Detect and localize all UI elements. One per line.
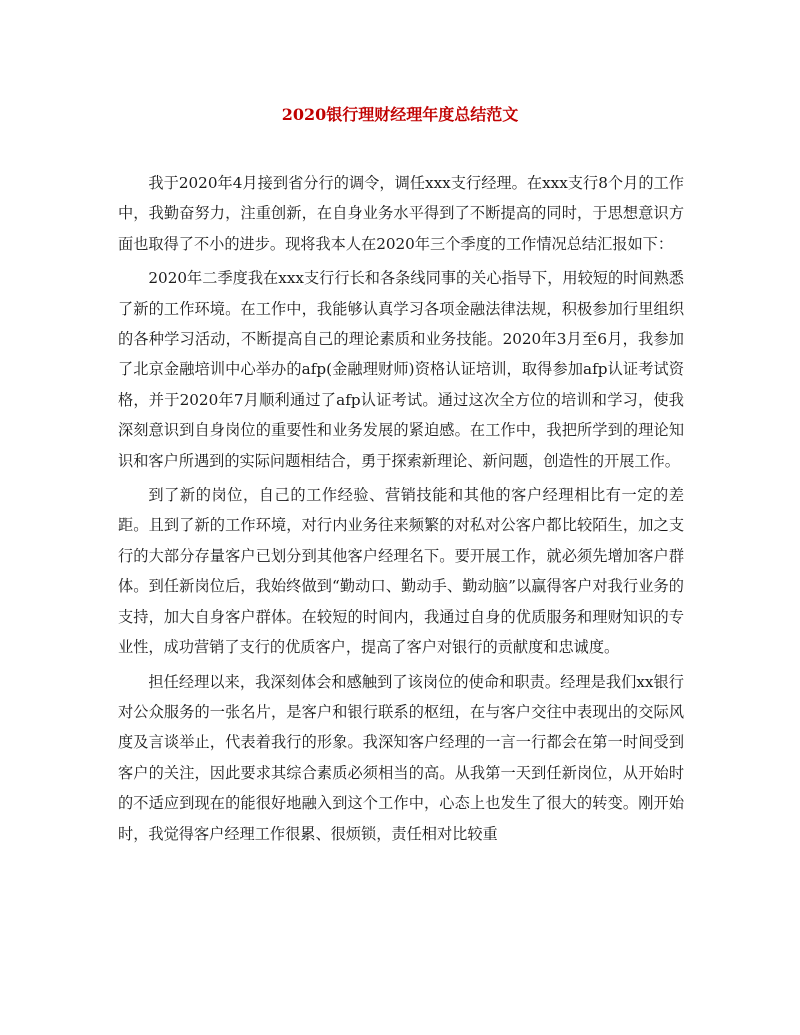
paragraph-2: 2020年二季度我在xxx支行行长和各条线同事的关心指导下，用较短的时间熟悉了新的工作环境。在工作中，我能够认真学习各项金融法律法规，积极参加行里组织的各种学习活动，不断提高自己的理论素质和业务技能。2020年3月至6月，我参加了北京金融培训中心举办的afp(金融理财师)资格认证培训，取得参加afp认证考试资格，并于2020年7月顺利通过了afp认证考试。通过这次全方位的培训和学习，使我深刻意识到自身岗位的重要性和业务发展的紧迫感。在工作中，我把所学到的理论知识和客户所遇到的实际问题相结合，勇于探索新理论、新问题，创造性的开展工作。 bbox=[118, 269, 684, 470]
paragraph-1: 我于2020年4月接到省分行的调令，调任xxx支行经理。在xxx支行8个月的工作中，我勤奋努力，注重创新，在自身业务水平得到了不断提高的同时，于思想意识方面也取得了不小的进步。现将我本人在2020年三个季度的工作情况总结汇报如下： bbox=[118, 174, 684, 253]
paragraph-3: 到了新的岗位，自己的工作经验、营销技能和其他的客户经理相比有一定的差距。且到了新的工作环境，对行内业务往来频繁的对私对公客户都比较陌生，加之支行的大部分存量客户已划分到其他客户经理名下。要开展工作，就必须先增加客户群体。到任新岗位后，我始终做到“勤动口、勤动手、勤动脑”以赢得客户对我行业务的支持，加大自身客户群体。在较短的时间内，我通过自身的优质服务和理财知识的专业性，成功营销了支行的优质客户，提高了客户对银行的贡献度和忠诚度。 bbox=[118, 486, 684, 657]
document-title: 2020银行理财经理年度总结范文 bbox=[281, 105, 519, 124]
document-body bbox=[118, 168, 684, 853]
paragraph-4: 担任经理以来，我深刻体会和感触到了该岗位的使命和职责。经理是我们xx银行对公众服务的一张名片，是客户和银行联系的枢纽，在与客户交往中表现出的交际风度及言谈举止，代表着我行的形象。我深知客户经理的一言一行都会在第一时间受到客户的关注，因此要求其综合素质必须相当的高。从我第一天到任新岗位，从开始时的不适应到现在的能很好地融入到这个工作中，心态上也发生了很大的转变。刚开始时，我觉得客户经理工作很累、很烦锁，责任相对比较重 bbox=[118, 672, 684, 843]
